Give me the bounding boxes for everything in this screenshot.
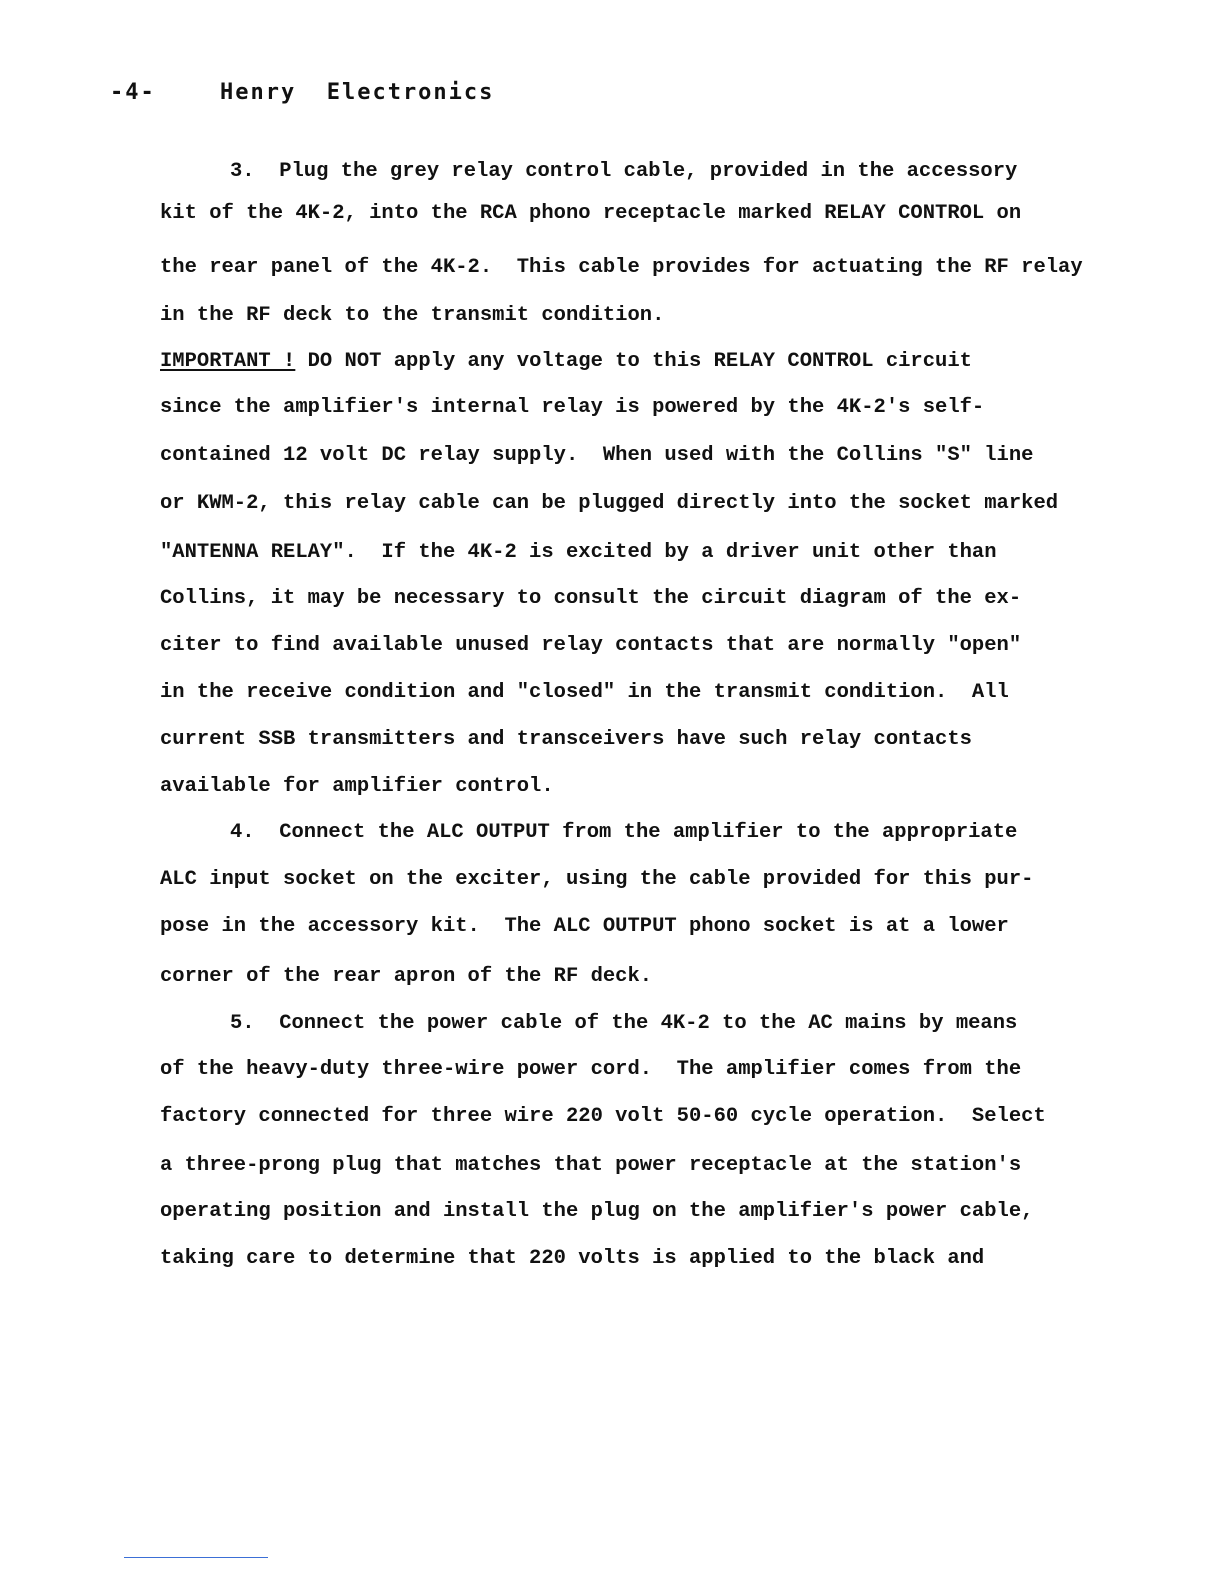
text-line: 3. Plug the grey relay control cable, provided in the accessory [230, 160, 1018, 183]
page-number: -4- [110, 80, 156, 105]
text-line: corner of the rear apron of the RF deck. [160, 965, 653, 988]
text-line: a three-prong plug that matches that power receptacle at the station's [160, 1154, 1022, 1177]
important-label: IMPORTANT ! [160, 350, 296, 373]
text-line: pose in the accessory kit. The ALC OUTPUT phono socket is at a lower [160, 915, 1009, 938]
text-line: factory connected for three wire 220 volt 50-60 cycle operation. Select [160, 1105, 1046, 1128]
important-note-line [160, 350, 972, 374]
text-line: of the heavy-duty three-wire power cord. The amplifier comes from the [160, 1058, 1022, 1081]
text-line: contained 12 volt DC relay supply. When used with the Collins "S" line [160, 444, 1034, 467]
page-header [110, 80, 494, 105]
text-line: or KWM-2, this relay cable can be plugged directly into the socket marked [160, 492, 1059, 515]
text-line: ALC input socket on the exciter, using the cable provided for this pur- [160, 868, 1034, 891]
text-line: in the receive condition and "closed" in the transmit condition. All [160, 681, 1009, 704]
text-line: in the RF deck to the transmit condition. [160, 304, 665, 327]
text-line: "ANTENNA RELAY". If the 4K-2 is excited by a driver unit other than [160, 541, 997, 564]
text-line: available for amplifier control. [160, 775, 554, 798]
text-line: 4. Connect the ALC OUTPUT from the amplifier to the appropriate [230, 821, 1018, 844]
text-line: kit of the 4K-2, into the RCA phono receptacle marked RELAY CONTROL on [160, 202, 1022, 225]
important-text: DO NOT apply any voltage to this RELAY CONTROL circuit [295, 350, 972, 373]
text-line: 5. Connect the power cable of the 4K-2 to the AC mains by means [230, 1012, 1018, 1035]
text-line: since the amplifier's internal relay is powered by the 4K-2's self- [160, 396, 985, 419]
text-line: Collins, it may be necessary to consult the circuit diagram of the ex- [160, 587, 1022, 610]
company-name: Henry Electronics [220, 80, 495, 105]
text-line: the rear panel of the 4K-2. This cable provides for actuating the RF relay [160, 256, 1083, 279]
footer-rule [124, 1557, 268, 1558]
text-line: operating position and install the plug on the amplifier's power cable, [160, 1200, 1034, 1223]
text-line: citer to find available unused relay contacts that are normally "open" [160, 634, 1022, 657]
text-line: taking care to determine that 220 volts is applied to the black and [160, 1247, 985, 1270]
text-line: current SSB transmitters and transceivers have such relay contacts [160, 728, 972, 751]
